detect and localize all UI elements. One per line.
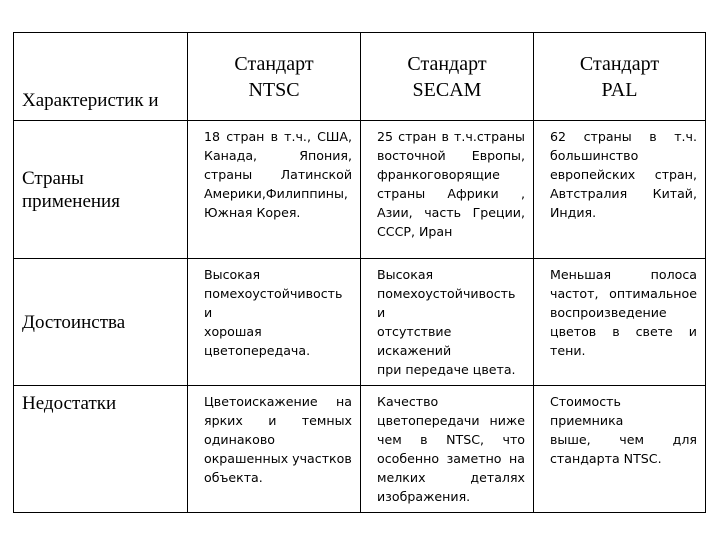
cell-line: изображения. — [377, 489, 471, 504]
cell-line: при передаче цвета. — [377, 362, 516, 377]
header-characteristic — [14, 33, 188, 121]
cell-line: страны Латинской — [204, 167, 352, 182]
header-secam — [361, 33, 534, 121]
cell-line: Индия. — [550, 205, 597, 220]
cell-line: большинство — [550, 148, 639, 163]
cell-line: частот, оптимальное — [550, 286, 697, 301]
table-row — [14, 386, 706, 513]
cell-line: мелких деталях — [377, 470, 525, 485]
row-label-disadvantages — [14, 386, 188, 513]
cell-line: Канада, Япония, — [204, 148, 352, 163]
row-label-text: Недостатки — [22, 393, 117, 414]
cell-line: цветов в свете и тени. — [550, 324, 697, 358]
cell-line: Южная Корея. — [204, 205, 301, 220]
row-label-text: Страны применения — [22, 167, 120, 212]
cell-line: отсутствие искажений — [377, 324, 452, 358]
header-pal-line2: PAL — [601, 78, 638, 101]
cell-line: окрашенных участков — [204, 451, 352, 466]
cell-line: Цветоискажение на — [204, 394, 352, 409]
cell-secam-countries — [361, 121, 534, 259]
cell-ntsc-advantages — [188, 259, 361, 386]
header-characteristic-label: Характеристик и — [22, 90, 159, 111]
cell-line: помехоустойчивость и — [377, 286, 516, 320]
cell-line: помехоустойчивость и — [204, 286, 343, 320]
cell-line: цветопередача. — [204, 343, 311, 358]
header-pal — [534, 33, 706, 121]
cell-line: цветопередачи ниже — [377, 413, 525, 428]
cell-secam-disadvantages — [361, 386, 534, 513]
header-ntsc — [188, 33, 361, 121]
table-row — [14, 259, 706, 386]
cell-secam-advantages — [361, 259, 534, 386]
row-label-advantages — [14, 259, 188, 386]
cell-line: Меньшая полоса — [550, 267, 697, 282]
cell-line: 18 стран в т.ч., США, — [204, 129, 352, 144]
cell-line: особенно заметно на — [377, 451, 525, 466]
cell-line: объекта. — [204, 470, 263, 485]
cell-line: Качество — [377, 394, 439, 409]
cell-line: выше, чем для — [550, 432, 697, 447]
header-ntsc-line2: NTSC — [248, 78, 300, 101]
cell-line: одинаково — [204, 432, 275, 447]
cell-pal-disadvantages — [534, 386, 706, 513]
table-header-row — [14, 33, 706, 121]
cell-line: хорошая — [204, 324, 262, 339]
cell-line: франкоговорящие — [377, 167, 500, 182]
row-label-text: Достоинства — [22, 311, 126, 333]
cell-line: Америки,Филиппины, — [204, 186, 348, 201]
header-pal-line1: Стандарт — [579, 52, 660, 75]
cell-line: воспроизведение — [550, 305, 667, 320]
cell-line: СССР, Иран — [377, 224, 453, 239]
cell-line: 62 страны в т.ч. — [550, 129, 697, 144]
header-ntsc-line1: Стандарт — [234, 52, 314, 75]
header-secam-line2: SECAM — [412, 78, 482, 101]
cell-line: 25 стран в т.ч.страны — [377, 129, 525, 144]
cell-ntsc-countries — [188, 121, 361, 259]
header-secam-line1: Стандарт — [407, 52, 487, 75]
cell-line: Азии, часть Греции, — [377, 205, 525, 220]
cell-line: Высокая — [377, 267, 434, 282]
cell-line: чем в NTSC, что — [377, 432, 525, 447]
cell-pal-countries — [534, 121, 706, 259]
cell-line: Автстралия Китай, — [550, 186, 697, 201]
cell-line: ярких и темных — [204, 413, 352, 428]
comparison-table — [13, 32, 706, 513]
cell-line: страны Африки , — [377, 186, 525, 201]
cell-line: Стоимость приемника — [550, 394, 624, 428]
row-label-countries — [14, 121, 188, 259]
table-row — [14, 121, 706, 259]
cell-line: Высокая — [204, 267, 261, 282]
cell-pal-advantages — [534, 259, 706, 386]
cell-line: восточной Европы, — [377, 148, 525, 163]
cell-line: европейских стран, — [550, 167, 697, 182]
cell-line: стандарта NTSC. — [550, 451, 662, 466]
cell-ntsc-disadvantages — [188, 386, 361, 513]
